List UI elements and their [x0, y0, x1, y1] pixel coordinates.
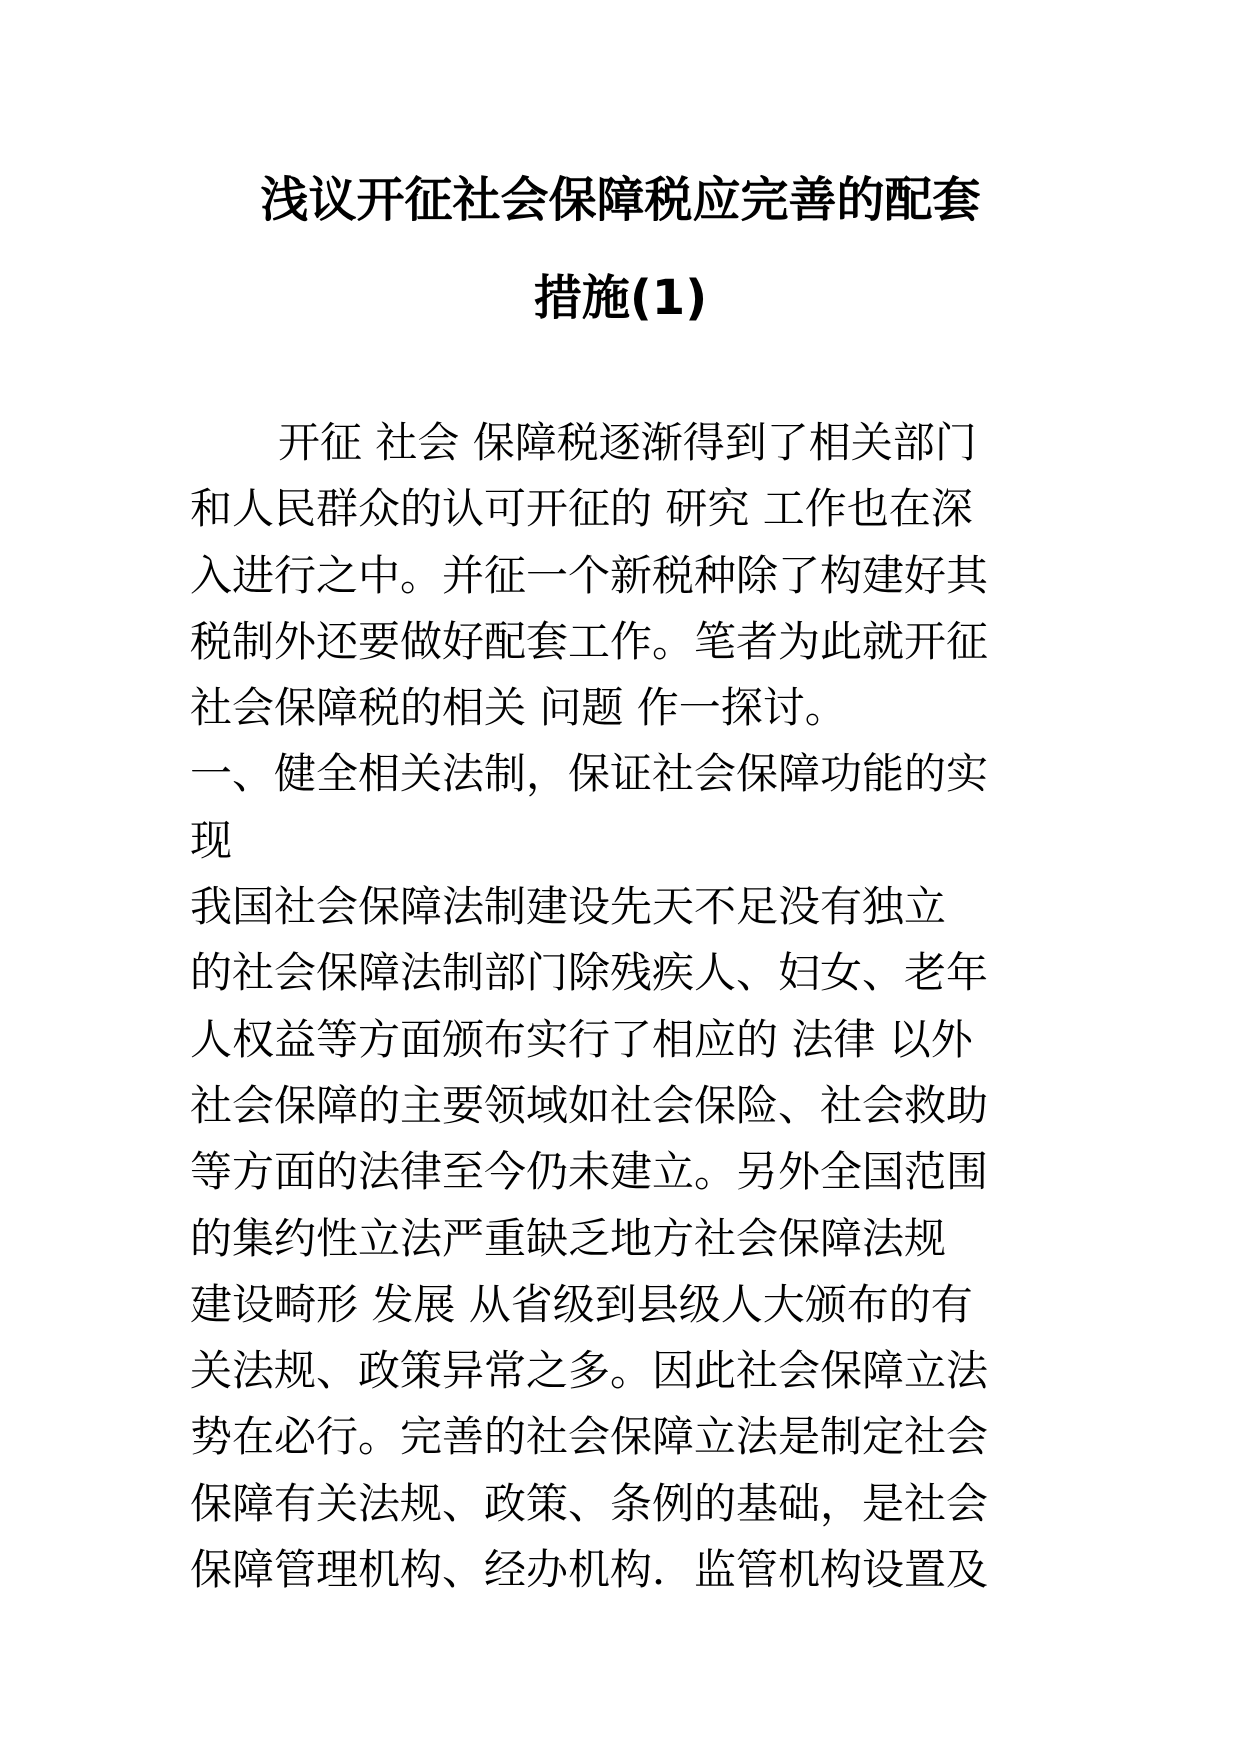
section-heading: 现 — [190, 815, 233, 865]
body-line: 的集约性立法严重缺乏地方社会保障法规 — [190, 1213, 947, 1263]
body-line: 势在必行。完善的社会保障立法是制定社会 — [190, 1412, 989, 1462]
body-line: 关法规、政策异常之多。因此社会保障立法 — [190, 1346, 989, 1396]
body-line: 建设畸形 发展 从省级到县级人大颁布的有 — [190, 1279, 973, 1329]
body-line: 保障管理机构、经办机构．监管机构设置及 — [190, 1545, 989, 1595]
body-line: 税制外还要做好配套工作。笔者为此就开征 — [190, 616, 989, 666]
document-body — [190, 410, 1060, 1603]
body-line: 入进行之中。并征一个新税种除了构建好其 — [190, 550, 989, 600]
body-line: 开征 社会 保障税逐渐得到了相关部门 — [278, 418, 977, 467]
document-title-line-2: 措施(1) — [533, 270, 708, 326]
body-line: 保障有关法规、政策、条例的基础，是社会 — [190, 1478, 989, 1528]
body-line: 我国社会保障法制建设先天不足没有独立 — [190, 882, 947, 932]
body-line: 社会保障税的相关 问题 作一探讨。 — [190, 683, 847, 733]
document-title-line-1: 浅议开征社会保障税应完善的配套 — [260, 172, 981, 228]
body-line: 人权益等方面颁布实行了相应的 法律 以外 — [190, 1014, 973, 1064]
body-line: 的社会保障法制部门除残疾人、妇女、老年 — [190, 948, 989, 998]
body-line: 等方面的法律至今仍未建立。另外全国范围 — [190, 1147, 989, 1197]
body-line: 社会保障的主要领域如社会保险、社会救助 — [190, 1080, 989, 1130]
section-heading: 一、健全相关法制，保证社会保障功能的实 — [190, 749, 989, 799]
body-line: 和人民群众的认可开征的 研究 工作也在深 — [190, 484, 973, 534]
